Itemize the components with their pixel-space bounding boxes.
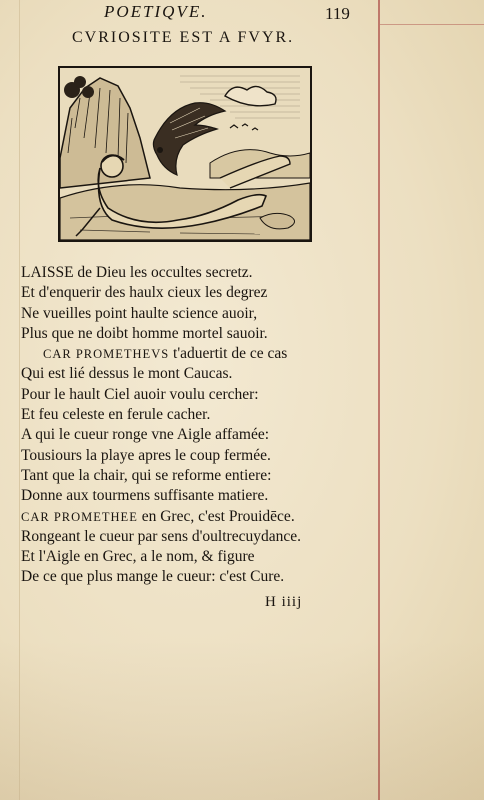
margin-rule-horizontal	[380, 24, 484, 25]
woodcut-illustration	[58, 66, 312, 242]
poem-text	[21, 263, 376, 588]
running-head: POETIQVE.	[104, 2, 208, 21]
poem-line-lead: L	[21, 264, 31, 281]
poem-line-text: Tant que la chair, qui se reforme entiere:	[21, 466, 272, 484]
poem-line-lead: CAR PROMETHEVS	[43, 347, 170, 362]
poem-line	[21, 405, 376, 425]
poem-line-text: Rongeant le cueur par sens d'oultrecuydance.	[21, 527, 301, 545]
poem-line	[21, 364, 376, 384]
poem-line	[21, 507, 376, 527]
signature-mark: H iiij	[265, 594, 303, 610]
poem-line	[21, 283, 376, 303]
poem-line	[21, 385, 376, 405]
poem-line	[21, 263, 376, 283]
poem-line-text: Tousiours la playe apres le coup fermée.	[21, 446, 271, 464]
emblem-title: CVRIOSITE EST A FVYR.	[72, 29, 295, 46]
woodcut-illustration-icon	[60, 68, 310, 240]
poem-line	[21, 527, 376, 547]
poem-line	[21, 567, 376, 587]
poem-line	[21, 425, 376, 445]
poem-line	[21, 344, 376, 364]
page-stain	[0, 640, 484, 800]
poem-line-text: en Grec, c'est Prouidēce.	[137, 507, 295, 525]
page-number: 119	[325, 4, 350, 23]
poem-line-text: Ne vueilles point haulte science auoir,	[21, 304, 258, 322]
poem-line-text: Et l'Aigle en Grec, a le nom, & figure	[21, 548, 255, 566]
poem-line-text: Qui est lié dessus le mont Caucas.	[21, 365, 233, 383]
poem-line-text: t'aduertit de ce cas	[169, 345, 288, 363]
poem-line-text: Pour le hault Ciel auoir voulu cercher:	[21, 385, 259, 403]
poem-line	[21, 547, 376, 567]
poem-line-text: Et feu celeste en ferule cacher.	[21, 406, 211, 424]
poem-line	[21, 466, 376, 486]
poem-line	[21, 486, 376, 506]
poem-line	[21, 446, 376, 466]
poem-line-text: Donne aux tourmens suffisante matiere.	[21, 487, 269, 505]
poem-line	[21, 304, 376, 324]
poem-line	[21, 324, 376, 344]
poem-line-lead: CAR PROMETHEE	[21, 509, 138, 524]
poem-line-text: De ce que plus mange le cueur: c'est Cure.	[21, 568, 285, 586]
poem-line-text: Plus que ne doibt homme mortel sauoir.	[21, 324, 268, 342]
poem-line-text: AISSE de Dieu les occultes secretz.	[30, 264, 253, 281]
poem-line-text: Et d'enquerir des haulx cieux les degrez	[21, 284, 268, 302]
poem-line-text: A qui le cueur ronge vne Aigle affamée:	[21, 426, 270, 444]
